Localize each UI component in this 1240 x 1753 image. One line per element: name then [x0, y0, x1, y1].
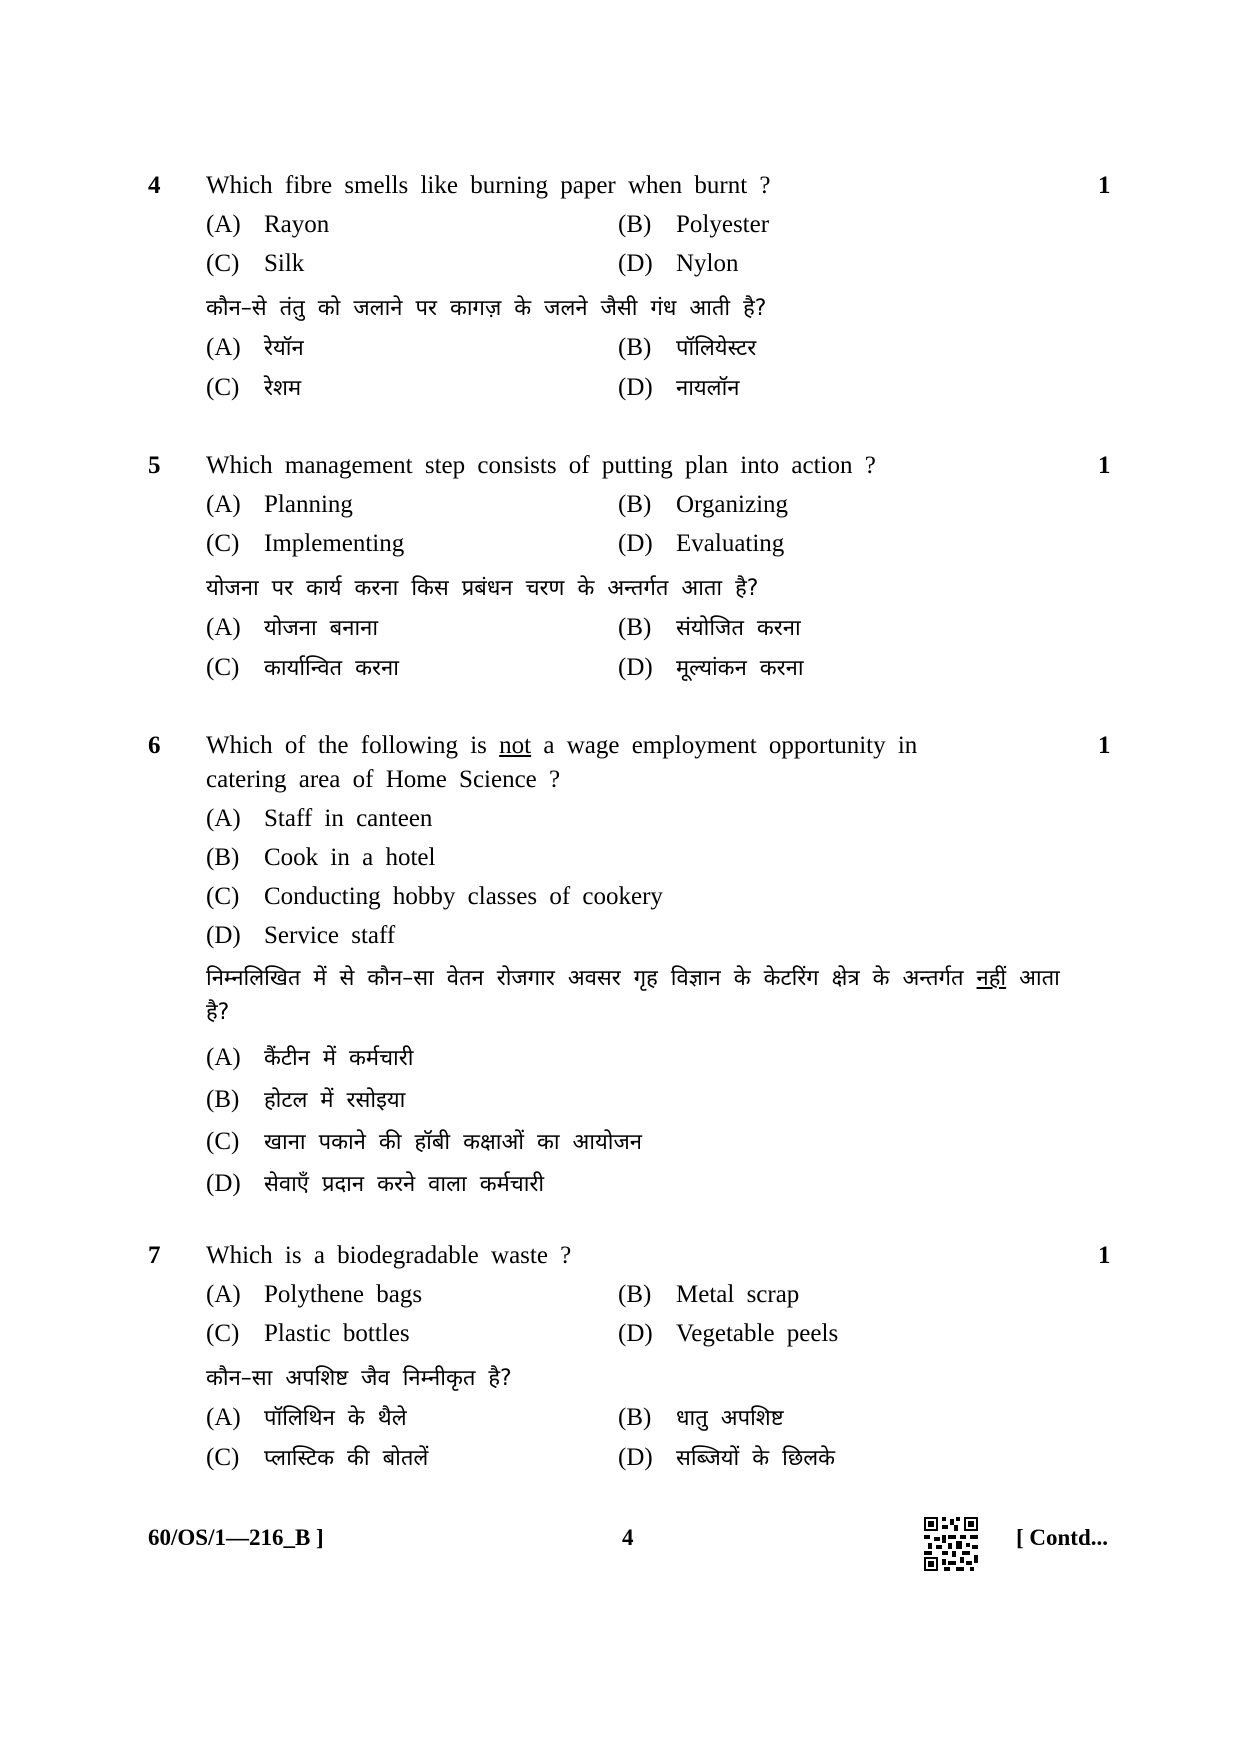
qr-code-icon: [924, 1517, 978, 1571]
option-c-hi: (C) खाना पकाने की हॉबी कक्षाओं का आयोजन: [206, 1128, 643, 1155]
option-d-hi: (D) नायलॉन: [618, 374, 740, 401]
question-text-hi: कौन–से तंतु को जलाने पर कागज़ के जलने जैसी गंध आती है?: [206, 296, 767, 321]
option-d-en: (D) Service staff: [206, 922, 396, 949]
question-number: 6: [148, 732, 161, 759]
option-a-en: (A) Polythene bags: [206, 1281, 423, 1308]
option-a-hi: (A) रेयॉन: [206, 334, 304, 361]
question-marks: 1: [1098, 732, 1111, 759]
option-b-hi: (B) होटल में रसोइया: [206, 1086, 406, 1113]
option-c-en: (C) Plastic bottles: [206, 1320, 410, 1347]
option-a-hi: (A) योजना बनाना: [206, 614, 379, 641]
option-c-hi: (C) प्लास्टिक की बोतलें: [206, 1444, 429, 1471]
option-b-en: (B) Cook in a hotel: [206, 844, 436, 871]
question-number: 4: [148, 172, 161, 199]
question-number: 5: [148, 452, 161, 479]
option-a-en: (A) Staff in canteen: [206, 805, 433, 832]
option-b-en: (B) Metal scrap: [618, 1281, 800, 1308]
option-c-en: (C) Conducting hobby classes of cookery: [206, 883, 663, 910]
underlined-nahin: नहीं: [976, 966, 1007, 991]
question-text-hi: योजना पर कार्य करना किस प्रबंधन चरण के अन्तर्गत आता है?: [206, 576, 759, 601]
option-d-en: (D) Nylon: [618, 250, 739, 277]
option-a-en: (A) Rayon: [206, 211, 330, 238]
option-b-en: (B) Organizing: [618, 491, 789, 518]
question-text-en: Which management step consists of putting plan into action ?: [206, 452, 876, 479]
option-a-en: (A) Planning: [206, 491, 353, 518]
option-b-hi: (B) संयोजित करना: [618, 614, 801, 641]
underlined-not: not: [499, 732, 532, 759]
option-a-hi: (A) कैंटीन में कर्मचारी: [206, 1044, 414, 1071]
option-d-en: (D) Vegetable peels: [618, 1320, 839, 1347]
option-c-en: (C) Implementing: [206, 530, 405, 557]
option-b-en: (B) Polyester: [618, 211, 770, 238]
question-marks: 1: [1098, 452, 1111, 479]
option-c-hi: (C) रेशम: [206, 374, 302, 401]
question-marks: 1: [1098, 1242, 1111, 1269]
option-d-hi: (D) सेवाएँ प्रदान करने वाला कर्मचारी: [206, 1170, 545, 1197]
option-c-hi: (C) कार्यान्वित करना: [206, 654, 399, 681]
option-a-hi: (A) पॉलिथिन के थैले: [206, 1404, 407, 1431]
question-marks: 1: [1098, 172, 1111, 199]
question-text-en: Which of the following is not a wage employment opportunity in: [206, 732, 918, 759]
continued-label: [ Contd...: [1016, 1525, 1109, 1550]
question-text-en: Which fibre smells like burning paper when burnt ?: [206, 172, 771, 199]
option-d-hi: (D) सब्जियों के छिलके: [618, 1444, 836, 1471]
page-number: 4: [622, 1525, 634, 1550]
question-number: 7: [148, 1242, 161, 1269]
option-c-en: (C) Silk: [206, 250, 305, 277]
option-d-en: (D) Evaluating: [618, 530, 785, 557]
question-text-hi: कौन–सा अपशिष्ट जैव निम्नीकृत है?: [206, 1366, 512, 1391]
option-b-hi: (B) धातु अपशिष्ट: [618, 1404, 784, 1431]
question-text-en-line2: catering area of Home Science ?: [206, 766, 561, 793]
question-text-en: Which is a biodegradable waste ?: [206, 1242, 572, 1269]
question-text-hi: निम्नलिखित में से कौन–सा वेतन रोजगार अवसर गृह विज्ञान के केटरिंग क्षेत्र के अन्तर्गत नहीं आता है?: [206, 966, 1060, 1025]
paper-code: 60/OS/1—216_B ]: [148, 1525, 324, 1550]
option-d-hi: (D) मूल्यांकन करना: [618, 654, 804, 681]
option-b-hi: (B) पॉलियेस्टर: [618, 334, 757, 361]
